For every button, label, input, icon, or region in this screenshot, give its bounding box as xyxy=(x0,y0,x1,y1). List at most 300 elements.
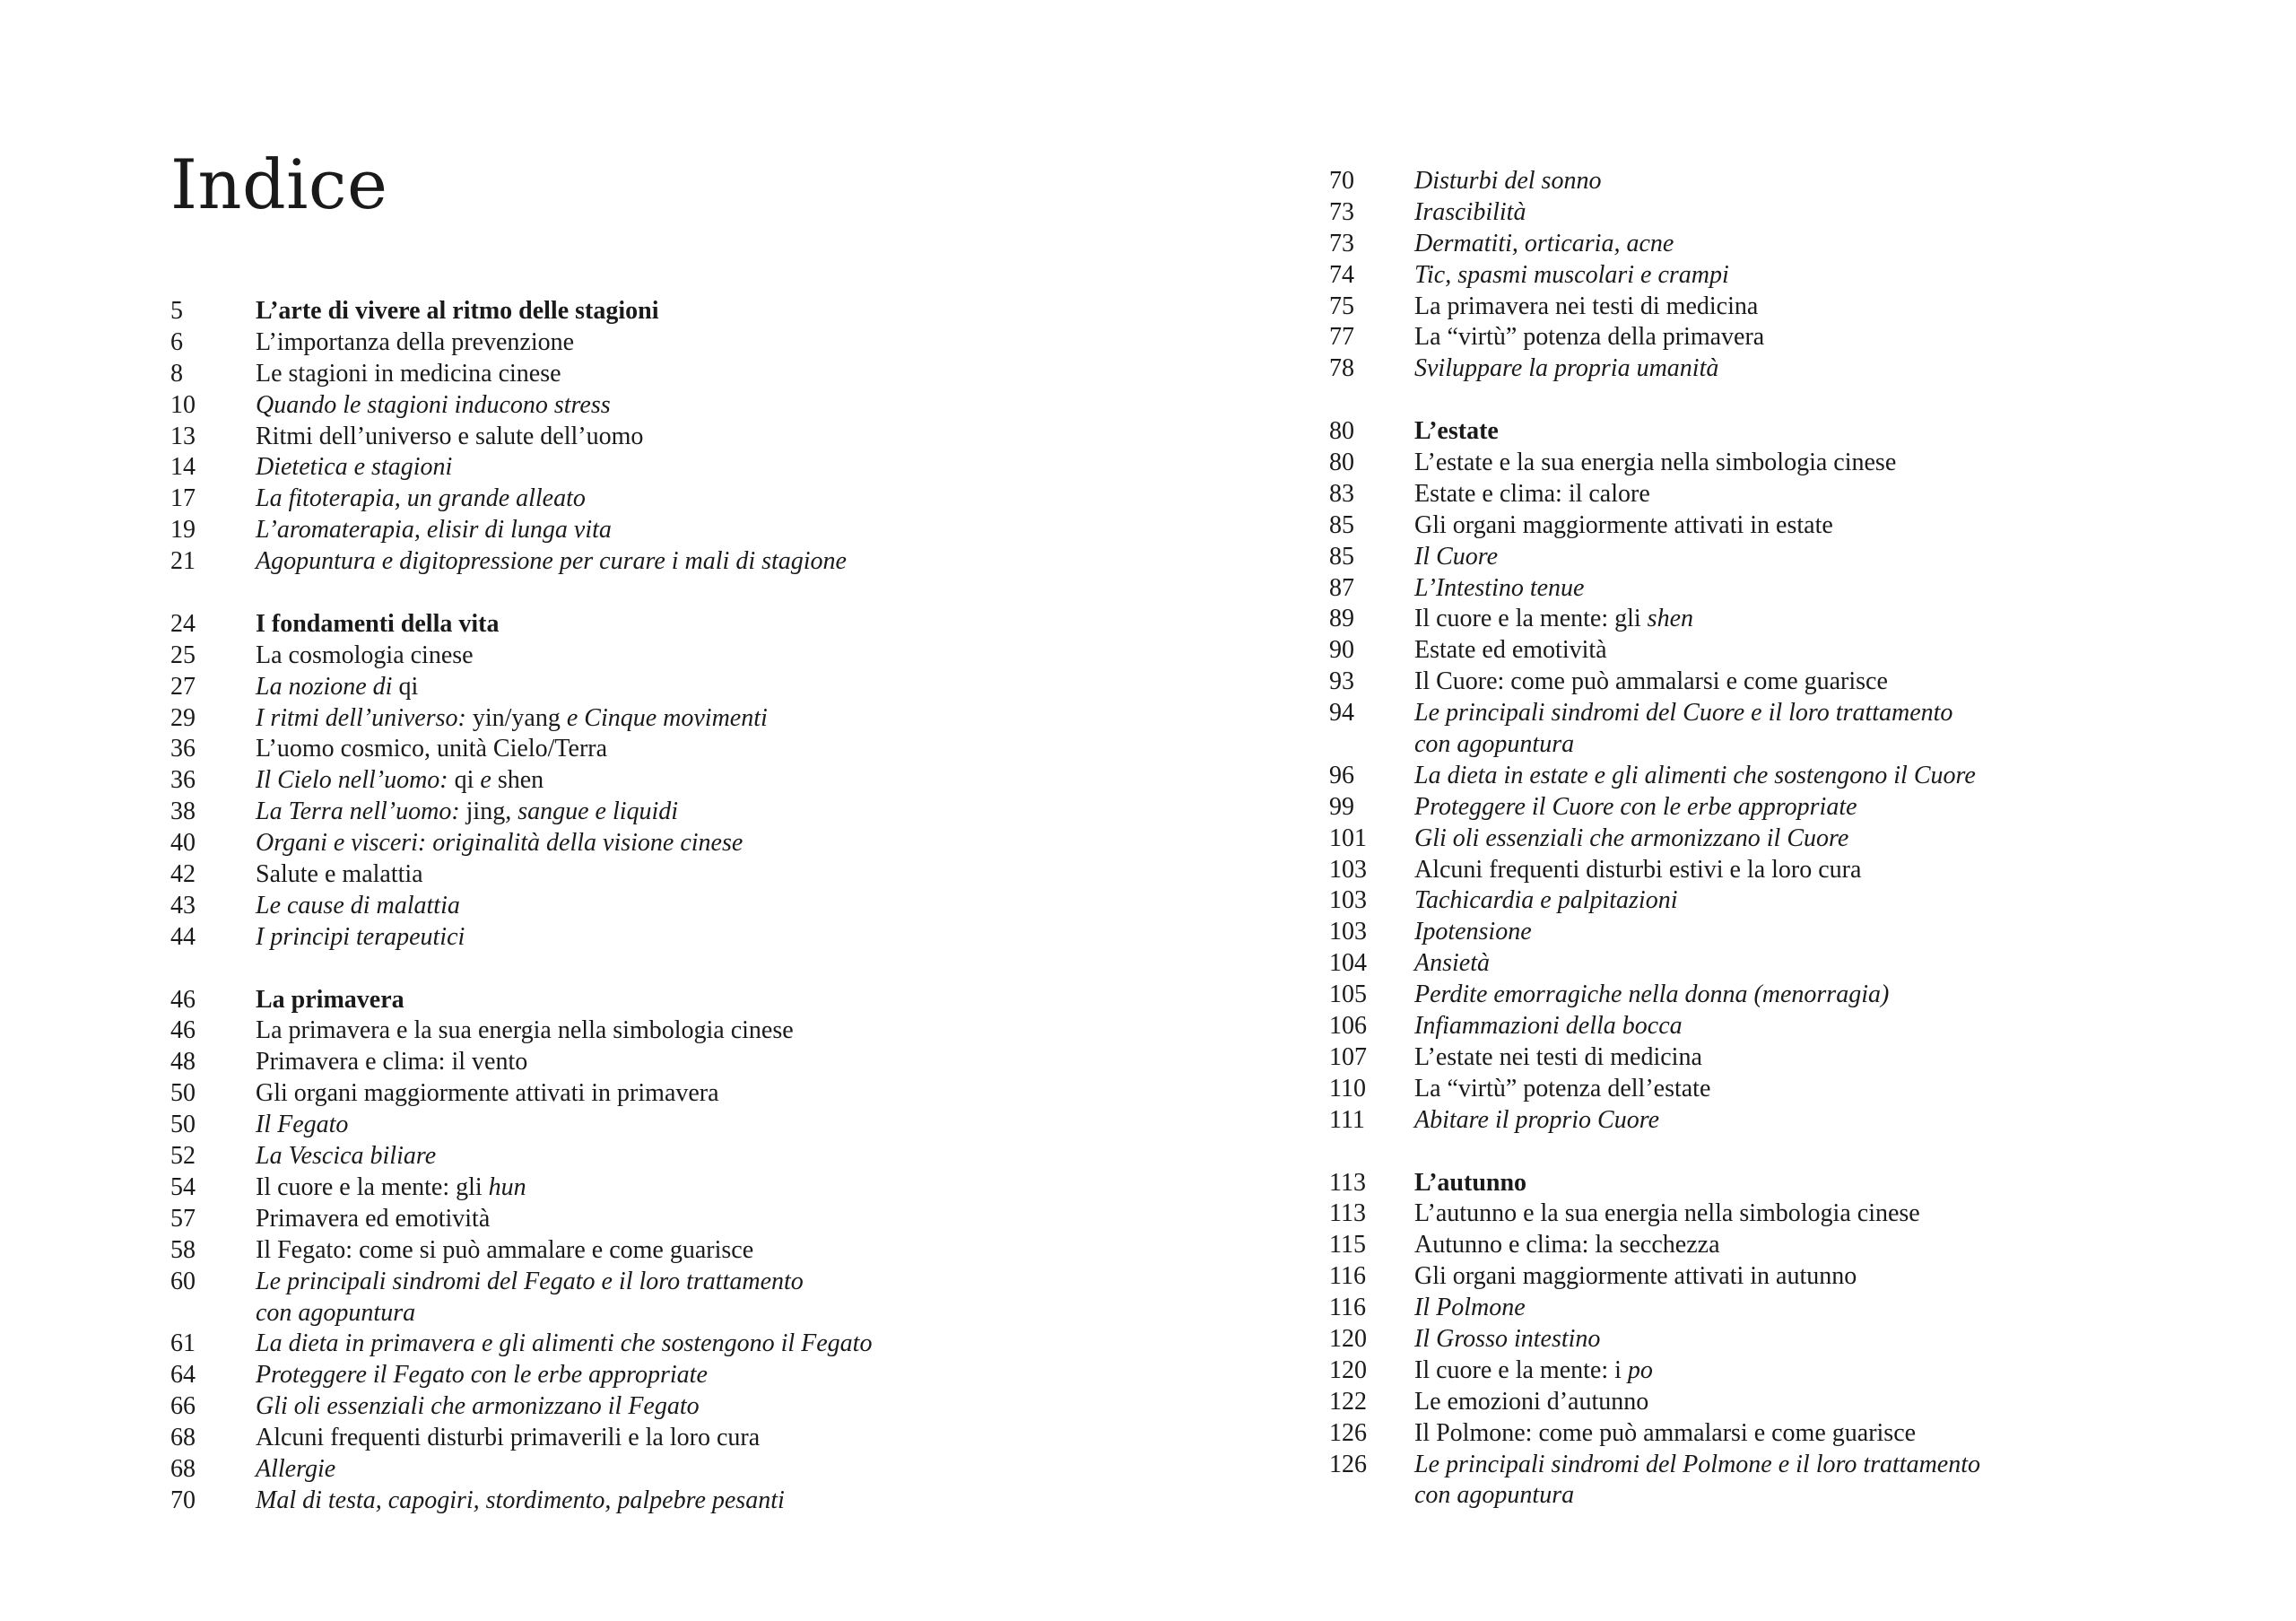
toc-entry-title xyxy=(256,1454,1112,1486)
toc-entry-title xyxy=(1414,542,2271,573)
toc-title-segment: L’autunno e la sua energia nella simbologia cinese xyxy=(1414,1199,1920,1228)
toc-page-number: 87 xyxy=(1329,573,1354,602)
toc-page-number: 68 xyxy=(170,1454,196,1483)
section-gap xyxy=(170,954,1112,985)
toc-title-segment: Il cuore e la mente: i xyxy=(1414,1355,1628,1384)
toc-title-segment: po xyxy=(1627,1355,1653,1384)
toc-entry[interactable] xyxy=(1329,667,2271,698)
toc-title-segment: Agopuntura e digitopressione per curare i mali di stagione xyxy=(256,547,847,576)
toc-entry[interactable] xyxy=(170,891,1112,922)
toc-column-left xyxy=(170,296,1112,1517)
toc-page-number: 36 xyxy=(170,735,196,763)
toc-entry-title xyxy=(256,546,1112,578)
toc-title-segment: Gli organi maggiormente attivati in autunno xyxy=(1414,1262,1857,1291)
toc-entry-title xyxy=(256,1141,1112,1172)
section-gap xyxy=(1329,1137,2271,1168)
toc-title-segment: I ritmi dell’universo: xyxy=(256,703,473,732)
toc-page-number: 85 xyxy=(1329,542,1354,571)
toc-title-segment: L’autunno xyxy=(1414,1168,1527,1197)
toc-page-number: 116 xyxy=(1329,1294,1366,1322)
toc-title-segment: Ansietà xyxy=(1414,949,1490,978)
toc-title-segment: La primavera nei testi di medicina xyxy=(1414,292,1759,320)
toc-entry-title xyxy=(1414,229,2271,260)
toc-title-segment: con agopuntura xyxy=(1414,730,1575,759)
toc-title-segment: La primavera e la sua energia nella simbologia cinese xyxy=(256,1016,794,1045)
toc-title-segment: Infiammazioni della bocca xyxy=(1414,1012,1683,1041)
toc-title-segment: Tic, spasmi muscolari e crampi xyxy=(1414,260,1729,289)
toc-entry-title xyxy=(1414,917,2271,948)
toc-title-segment: Gli organi maggiormente attivati in primavera xyxy=(256,1079,719,1108)
toc-title-segment: L’uomo cosmico, unità Cielo/Terra xyxy=(256,735,608,763)
toc-title-segment: Il cuore e la mente: gli xyxy=(1414,605,1648,633)
toc-title-segment: Allergie xyxy=(256,1454,336,1483)
toc-title-segment: e xyxy=(474,766,498,795)
toc-title-segment: L’arte di vivere al ritmo delle stagioni xyxy=(256,297,659,325)
toc-page-number: 80 xyxy=(1329,449,1354,477)
toc-page-number: 43 xyxy=(170,891,196,919)
toc-page-number: 122 xyxy=(1329,1387,1367,1416)
toc-entry-title xyxy=(1414,1042,2271,1074)
toc-entry-title xyxy=(1414,479,2271,510)
toc-entry[interactable] xyxy=(1329,917,2271,948)
toc-entry[interactable] xyxy=(170,828,1112,859)
toc-entry[interactable] xyxy=(1329,1074,2271,1105)
toc-title-segment: Il Fegato xyxy=(256,1111,349,1139)
toc-entry-title xyxy=(256,452,1112,484)
toc-entry-title xyxy=(256,1204,1112,1235)
toc-entry-title xyxy=(1414,292,2271,323)
toc-entry[interactable] xyxy=(170,672,1112,703)
toc-entry-title xyxy=(256,1110,1112,1141)
toc-title-segment: Disturbi del sonno xyxy=(1414,167,1602,195)
toc-entry-title xyxy=(1414,855,2271,886)
toc-entry[interactable] xyxy=(170,703,1112,735)
toc-entry[interactable] xyxy=(170,546,1112,578)
toc-entry[interactable] xyxy=(170,1047,1112,1078)
toc-page-number: 105 xyxy=(1329,980,1367,1009)
toc-chapter-heading[interactable] xyxy=(170,985,1112,1016)
toc-chapter-heading[interactable] xyxy=(170,609,1112,641)
toc-page-number: 89 xyxy=(1329,605,1354,633)
toc-title-segment: Alcuni frequenti disturbi estivi e la loro cura xyxy=(1414,855,1862,884)
toc-page-number: 104 xyxy=(1329,949,1367,978)
toc-page-number: 73 xyxy=(1329,229,1354,257)
toc-title-segment: La “virtù” potenza dell’estate xyxy=(1414,1074,1711,1102)
toc-title-segment: shen xyxy=(1647,605,1693,633)
toc-entry-title xyxy=(256,609,1112,641)
toc-title-segment: Ipotensione xyxy=(1414,918,1532,946)
toc-entry[interactable] xyxy=(170,1391,1112,1423)
toc-entry[interactable] xyxy=(170,1078,1112,1110)
toc-entry[interactable] xyxy=(170,1110,1112,1141)
toc-page-number: 66 xyxy=(170,1392,196,1421)
toc-page-number: 8 xyxy=(170,359,183,388)
toc-chapter-heading[interactable] xyxy=(1329,416,2271,448)
toc-entry-title xyxy=(1414,824,2271,855)
toc-entry-title xyxy=(256,922,1112,954)
toc-entry[interactable] xyxy=(170,734,1112,765)
toc-title-segment: L’Intestino tenue xyxy=(1414,573,1585,602)
toc-page-number: 46 xyxy=(170,1016,196,1045)
toc-entry[interactable] xyxy=(1329,698,2271,729)
toc-entry-title xyxy=(256,1329,1112,1360)
toc-entry[interactable] xyxy=(1329,1261,2271,1293)
toc-entry[interactable] xyxy=(170,1267,1112,1298)
toc-entry[interactable] xyxy=(1329,1042,2271,1074)
toc-title-segment: Dietetica e stagioni xyxy=(256,453,453,482)
toc-title-segment: Sviluppare la propria umanità xyxy=(1414,354,1719,383)
toc-page-number: 74 xyxy=(1329,260,1354,289)
toc-entry-title xyxy=(256,1486,1112,1517)
toc-page-number: 6 xyxy=(170,327,183,356)
toc-page-number: 44 xyxy=(170,922,196,951)
toc-entry-title xyxy=(1414,761,2271,792)
toc-title-segment: Ritmi dell’universo e salute dell’uomo xyxy=(256,422,644,450)
page-title: Indice xyxy=(170,144,388,224)
toc-page-number xyxy=(1329,1480,1414,1512)
toc-title-segment: Alcuni frequenti disturbi primaverili e la loro cura xyxy=(256,1424,761,1452)
toc-entry[interactable] xyxy=(170,422,1112,453)
toc-entry[interactable] xyxy=(1329,948,2271,980)
toc-title-segment: Estate ed emotività xyxy=(1414,636,1607,665)
toc-entry-title xyxy=(256,859,1112,891)
toc-entry[interactable] xyxy=(170,1204,1112,1235)
toc-entry[interactable] xyxy=(170,797,1112,828)
toc-entry-title xyxy=(256,359,1112,390)
toc-page-number: 50 xyxy=(170,1111,196,1139)
toc-entry-title xyxy=(256,1391,1112,1423)
toc-entry[interactable] xyxy=(1329,1105,2271,1137)
toc-page-number: 25 xyxy=(170,641,196,669)
toc-title-segment: Le stagioni in medicina cinese xyxy=(256,359,561,388)
toc-entry[interactable] xyxy=(1329,542,2271,573)
toc-entry[interactable] xyxy=(1329,604,2271,635)
toc-entry[interactable] xyxy=(1329,510,2271,542)
toc-page-number: 24 xyxy=(170,609,196,638)
toc-title-segment: Gli oli essenziali che armonizzano il Fegato xyxy=(256,1392,700,1421)
toc-page-number: 113 xyxy=(1329,1168,1366,1197)
toc-page-number: 14 xyxy=(170,453,196,482)
toc-entry-title xyxy=(256,641,1112,672)
toc-page-number: 107 xyxy=(1329,1042,1367,1071)
toc-entry[interactable] xyxy=(1329,448,2271,479)
toc-title-segment: La “virtù” potenza della primavera xyxy=(1414,323,1765,352)
toc-entry-title xyxy=(1414,197,2271,229)
toc-entry[interactable] xyxy=(1329,1324,2271,1355)
toc-title-segment: Il Cuore: come può ammalarsi e come guarisce xyxy=(1414,667,1888,696)
toc-page-number: 77 xyxy=(1329,323,1354,352)
toc-page-number: 36 xyxy=(170,766,196,795)
toc-entry-title xyxy=(256,985,1112,1016)
toc-entry-title xyxy=(1414,1168,2271,1199)
toc-title-segment: shen xyxy=(497,766,544,795)
toc-title-segment: Proteggere il Fegato con le erbe appropriate xyxy=(256,1361,708,1390)
toc-title-segment: Irascibilità xyxy=(1414,197,1526,226)
toc-page-number: 68 xyxy=(170,1424,196,1452)
toc-title-segment: Gli organi maggiormente attivati in estate xyxy=(1414,510,1833,539)
toc-entry[interactable] xyxy=(170,1360,1112,1391)
toc-entry-title xyxy=(1414,1261,2271,1293)
toc-entry-title xyxy=(256,390,1112,422)
toc-title-segment: Organi e visceri: originalità della visione cinese xyxy=(256,829,744,858)
toc-entry-title xyxy=(256,296,1112,327)
toc-title-segment: e Cinque movimenti xyxy=(560,703,768,732)
toc-title-segment: Il Cuore xyxy=(1414,542,1499,571)
toc-page-number: 106 xyxy=(1329,1012,1367,1041)
toc-title-segment: La cosmologia cinese xyxy=(256,641,474,669)
toc-entry-title xyxy=(1414,1387,2271,1418)
toc-entry[interactable] xyxy=(170,1486,1112,1517)
toc-page-number: 110 xyxy=(1329,1074,1366,1102)
toc-entry[interactable] xyxy=(1329,855,2271,886)
toc-entry[interactable] xyxy=(170,1235,1112,1267)
toc-entry[interactable] xyxy=(1329,1480,2271,1512)
toc-entry-title xyxy=(1414,667,2271,698)
toc-title-segment: yin/yang xyxy=(472,703,561,732)
toc-title-segment: con agopuntura xyxy=(256,1298,416,1327)
toc-page-number: 19 xyxy=(170,516,196,545)
toc-title-segment: hun xyxy=(488,1172,526,1201)
toc-page-number: 60 xyxy=(170,1267,196,1295)
toc-title-segment: L’estate nei testi di medicina xyxy=(1414,1042,1702,1071)
toc-title-segment: La Terra nell’uomo: xyxy=(256,797,466,826)
toc-entry-title xyxy=(1414,729,2271,761)
toc-entry-title xyxy=(1414,1355,2271,1387)
toc-title-segment: Proteggere il Cuore con le erbe appropriate xyxy=(1414,792,1857,821)
toc-entry-title xyxy=(1414,1293,2271,1324)
toc-entry-title xyxy=(1414,510,2271,542)
toc-entry-title xyxy=(1414,353,2271,385)
toc-title-segment: Il cuore e la mente: gli xyxy=(256,1172,489,1201)
toc-entry[interactable] xyxy=(170,390,1112,422)
toc-entry-title xyxy=(256,1267,1112,1298)
toc-entry[interactable] xyxy=(170,452,1112,484)
toc-entry-title xyxy=(1414,1418,2271,1450)
toc-title-segment: Il Polmone xyxy=(1414,1294,1526,1322)
toc-title-segment: Le principali sindromi del Cuore e il loro trattamento xyxy=(1414,699,1953,728)
toc-entry-title xyxy=(256,327,1112,359)
toc-entry[interactable] xyxy=(170,1329,1112,1360)
toc-title-segment: La primavera xyxy=(256,985,404,1014)
toc-entry[interactable] xyxy=(1329,1198,2271,1230)
toc-entry[interactable] xyxy=(1329,1387,2271,1418)
toc-title-segment: con agopuntura xyxy=(1414,1481,1575,1510)
toc-page-number: 96 xyxy=(1329,761,1354,789)
toc-entry[interactable] xyxy=(1329,885,2271,917)
toc-page-number: 70 xyxy=(170,1486,196,1514)
toc-entry[interactable] xyxy=(1329,824,2271,855)
toc-entry[interactable] xyxy=(1329,322,2271,353)
toc-title-segment: L’estate e la sua energia nella simbologia cinese xyxy=(1414,449,1897,477)
toc-title-segment: La fitoterapia, un grande alleato xyxy=(256,484,586,513)
toc-page-number: 10 xyxy=(170,390,196,419)
toc-title-segment: La dieta in estate e gli alimenti che sostengono il Cuore xyxy=(1414,761,1976,789)
toc-page-number: 17 xyxy=(170,484,196,513)
toc-page-number: 40 xyxy=(170,829,196,858)
toc-entry[interactable] xyxy=(170,765,1112,797)
toc-title-segment: , sangue e liquidi xyxy=(505,797,679,826)
toc-entry[interactable] xyxy=(1329,292,2271,323)
toc-page-number: 13 xyxy=(170,422,196,450)
toc-page-number: 120 xyxy=(1329,1324,1367,1353)
toc-title-segment: Primavera e clima: il vento xyxy=(256,1048,528,1076)
toc-entry[interactable] xyxy=(1329,729,2271,761)
section-gap xyxy=(170,578,1112,609)
toc-page-number: 116 xyxy=(1329,1262,1366,1291)
toc-page-number: 113 xyxy=(1329,1199,1366,1228)
toc-entry-title xyxy=(256,1078,1112,1110)
toc-entry[interactable] xyxy=(170,859,1112,891)
toc-entry-title xyxy=(256,1298,1112,1329)
toc-entry-title xyxy=(256,1015,1112,1047)
toc-entry-title xyxy=(256,1360,1112,1391)
toc-entry[interactable] xyxy=(1329,260,2271,292)
toc-title-segment: Il Grosso intestino xyxy=(1414,1324,1601,1353)
toc-entry-title xyxy=(256,672,1112,703)
toc-page-number: 64 xyxy=(170,1361,196,1390)
toc-title-segment: La dieta in primavera e gli alimenti che sostengono il Fegato xyxy=(256,1329,873,1358)
toc-entry[interactable] xyxy=(1329,197,2271,229)
toc-entry[interactable] xyxy=(170,359,1112,390)
toc-entry-title xyxy=(1414,322,2271,353)
toc-entry[interactable] xyxy=(170,484,1112,515)
section-gap xyxy=(1329,385,2271,416)
toc-title-segment: L’aromaterapia, elisir di lunga vita xyxy=(256,516,612,545)
toc-title-segment: Perdite emorragiche nella donna (menorragia) xyxy=(1414,980,1890,1009)
toc-page-number: 48 xyxy=(170,1048,196,1076)
toc-chapter-heading[interactable] xyxy=(1329,1168,2271,1199)
toc-title-segment: Tachicardia e palpitazioni xyxy=(1414,886,1678,915)
toc-page-number: 99 xyxy=(1329,792,1354,821)
toc-entry-title xyxy=(1414,885,2271,917)
toc-entry[interactable] xyxy=(170,1298,1112,1329)
toc-page-number: 103 xyxy=(1329,918,1367,946)
toc-entry-title xyxy=(256,1172,1112,1204)
toc-entry[interactable] xyxy=(1329,1450,2271,1481)
toc-title-segment: La nozione di xyxy=(256,672,399,701)
toc-entry-title xyxy=(1414,1480,2271,1512)
toc-entry[interactable] xyxy=(1329,980,2271,1011)
toc-entry-title xyxy=(1414,980,2271,1011)
toc-entry-title xyxy=(256,703,1112,735)
toc-title-segment: jing xyxy=(465,797,506,826)
toc-entry[interactable] xyxy=(170,1172,1112,1204)
toc-page-number: 73 xyxy=(1329,197,1354,226)
toc-page-number: 85 xyxy=(1329,510,1354,539)
toc-page-number: 90 xyxy=(1329,636,1354,665)
toc-entry-title xyxy=(1414,1011,2271,1042)
toc-entry[interactable] xyxy=(1329,792,2271,824)
toc-chapter-heading[interactable] xyxy=(170,296,1112,327)
toc-entry[interactable] xyxy=(1329,1230,2271,1261)
toc-title-segment: Quando le stagioni inducono stress xyxy=(256,390,611,419)
toc-page-number: 54 xyxy=(170,1172,196,1201)
toc-entry[interactable] xyxy=(1329,1011,2271,1042)
toc-entry-title xyxy=(256,765,1112,797)
toc-entry[interactable] xyxy=(1329,353,2271,385)
toc-page-number: 120 xyxy=(1329,1355,1367,1384)
toc-title-segment: Le principali sindromi del Polmone e il loro trattamento xyxy=(1414,1450,1980,1478)
toc-page-number: 27 xyxy=(170,672,196,701)
toc-entry-title xyxy=(256,484,1112,515)
toc-entry-title xyxy=(256,515,1112,546)
toc-entry[interactable] xyxy=(1329,635,2271,667)
toc-page-number: 126 xyxy=(1329,1418,1367,1447)
toc-entry-title xyxy=(1414,1074,2271,1105)
toc-entry-title xyxy=(1414,1105,2271,1137)
toc-title-segment: Salute e malattia xyxy=(256,860,423,889)
toc-entry-title xyxy=(256,1423,1112,1454)
toc-page-number xyxy=(170,1298,256,1329)
toc-column-right xyxy=(1329,166,2271,1512)
toc-title-segment: Il Cielo nell’uomo: xyxy=(256,766,455,795)
toc-entry[interactable] xyxy=(170,1423,1112,1454)
toc-page-number: 115 xyxy=(1329,1231,1366,1259)
toc-entry[interactable] xyxy=(1329,1293,2271,1324)
toc-entry-title xyxy=(1414,573,2271,605)
toc-entry-title xyxy=(256,828,1112,859)
toc-entry[interactable] xyxy=(1329,1355,2271,1387)
toc-entry[interactable] xyxy=(170,922,1112,954)
toc-title-segment: Autunno e clima: la secchezza xyxy=(1414,1231,1720,1259)
toc-entry[interactable] xyxy=(1329,761,2271,792)
toc-page-number: 101 xyxy=(1329,824,1367,852)
toc-title-segment: Le emozioni d’autunno xyxy=(1414,1387,1649,1416)
toc-entry[interactable] xyxy=(170,1015,1112,1047)
toc-entry[interactable] xyxy=(1329,166,2271,197)
toc-page-number: 61 xyxy=(170,1329,196,1358)
toc-entry-title xyxy=(1414,166,2271,197)
toc-entry[interactable] xyxy=(1329,229,2271,260)
toc-entry[interactable] xyxy=(170,641,1112,672)
toc-title-segment: Le principali sindromi del Fegato e il loro trattamento xyxy=(256,1267,804,1295)
toc-entry[interactable] xyxy=(1329,1418,2271,1450)
toc-entry-title xyxy=(256,422,1112,453)
toc-page-number: 42 xyxy=(170,860,196,889)
toc-entry-title xyxy=(1414,635,2271,667)
toc-page-number: 5 xyxy=(170,297,183,325)
toc-entry[interactable] xyxy=(170,1454,1112,1486)
toc-page-number: 21 xyxy=(170,547,196,576)
toc-entry-title xyxy=(1414,448,2271,479)
toc-entry[interactable] xyxy=(170,327,1112,359)
toc-title-segment: Le cause di malattia xyxy=(256,891,460,919)
toc-title-segment: Gli oli essenziali che armonizzano il Cuore xyxy=(1414,824,1849,852)
toc-title-segment: qi xyxy=(398,672,419,701)
toc-page-number: 126 xyxy=(1329,1450,1367,1478)
toc-entry-title xyxy=(1414,1230,2271,1261)
toc-title-segment: Abitare il proprio Cuore xyxy=(1414,1105,1659,1134)
toc-entry-title xyxy=(256,891,1112,922)
toc-title-segment: L’importanza della prevenzione xyxy=(256,327,575,356)
toc-entry[interactable] xyxy=(1329,573,2271,605)
toc-page-number: 52 xyxy=(170,1142,196,1171)
toc-title-segment: La Vescica biliare xyxy=(256,1142,437,1171)
toc-title-segment: Mal di testa, capogiri, stordimento, palpebre pesanti xyxy=(256,1486,785,1514)
toc-entry[interactable] xyxy=(170,1141,1112,1172)
toc-page-number: 80 xyxy=(1329,417,1354,446)
toc-title-segment: Primavera ed emotività xyxy=(256,1204,491,1233)
toc-entry-title xyxy=(1414,416,2271,448)
toc-entry[interactable] xyxy=(170,515,1112,546)
toc-title-segment: L’estate xyxy=(1414,417,1499,446)
toc-entry-title xyxy=(1414,604,2271,635)
toc-page-number: 70 xyxy=(1329,167,1354,195)
toc-title-segment: Dermatiti, orticaria, acne xyxy=(1414,229,1674,257)
toc-entry[interactable] xyxy=(1329,479,2271,510)
toc-title-segment: qi xyxy=(454,766,474,795)
toc-page-number: 111 xyxy=(1329,1105,1365,1134)
